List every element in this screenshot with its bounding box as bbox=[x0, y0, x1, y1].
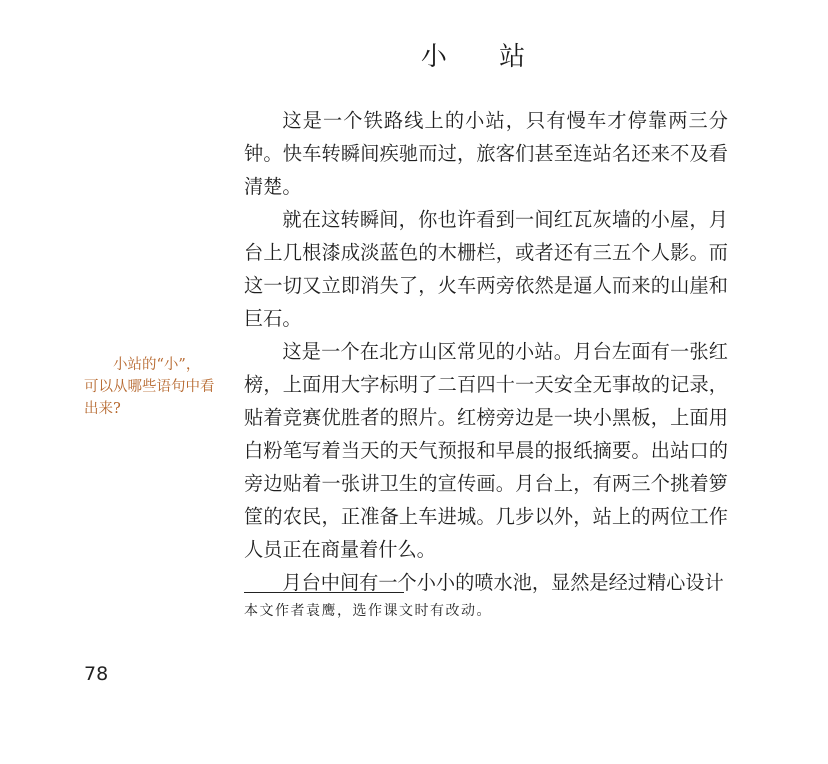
paragraph-2: 就在这转瞬间，你也许看到一间红瓦灰墙的小屋，月台上几根漆成淡蓝色的木栅栏，或者还有三五个人影。而这一切又立即消失了，火车两旁依然是逼人而来的山崖和巨石。 bbox=[244, 208, 728, 330]
margin-note-line-2: 可以从哪些语句中看出来? bbox=[84, 379, 215, 417]
footnote-divider bbox=[244, 592, 404, 593]
article-body bbox=[244, 104, 728, 599]
page-title: 小 站 bbox=[420, 42, 548, 72]
paragraph-1: 这是一个铁路线上的小站，只有慢车才停靠两三分钟。快车转瞬间疾驰而过，旅客们甚至连站名还来不及看清楚。 bbox=[244, 109, 728, 198]
paragraph-3: 这是一个在北方山区常见的小站。月台左面有一张红榜，上面用大字标明了二百四十一天安全无事故的记录，贴着竞赛优胜者的照片。红榜旁边是一块小黑板，上面用白粉笔写着当天的天气预报和早晨的报纸摘要。出站口的旁边贴着一张讲卫生的宣传画。月台上，有两三个挑着箩筐的农民，正准备上车进城。几步以外，站上的两位工作人员正在商量着什么。 bbox=[244, 340, 728, 561]
margin-note bbox=[84, 354, 216, 420]
footnote: 本文作者袁鹰，选作课文时有改动。 bbox=[244, 603, 492, 619]
margin-note-line-1: 小站的“小”， bbox=[113, 357, 201, 373]
paragraph-4: 月台中间有一个小小的喷水池，显然是经过精心设计 bbox=[282, 571, 724, 594]
page-number: 78 bbox=[84, 663, 109, 685]
